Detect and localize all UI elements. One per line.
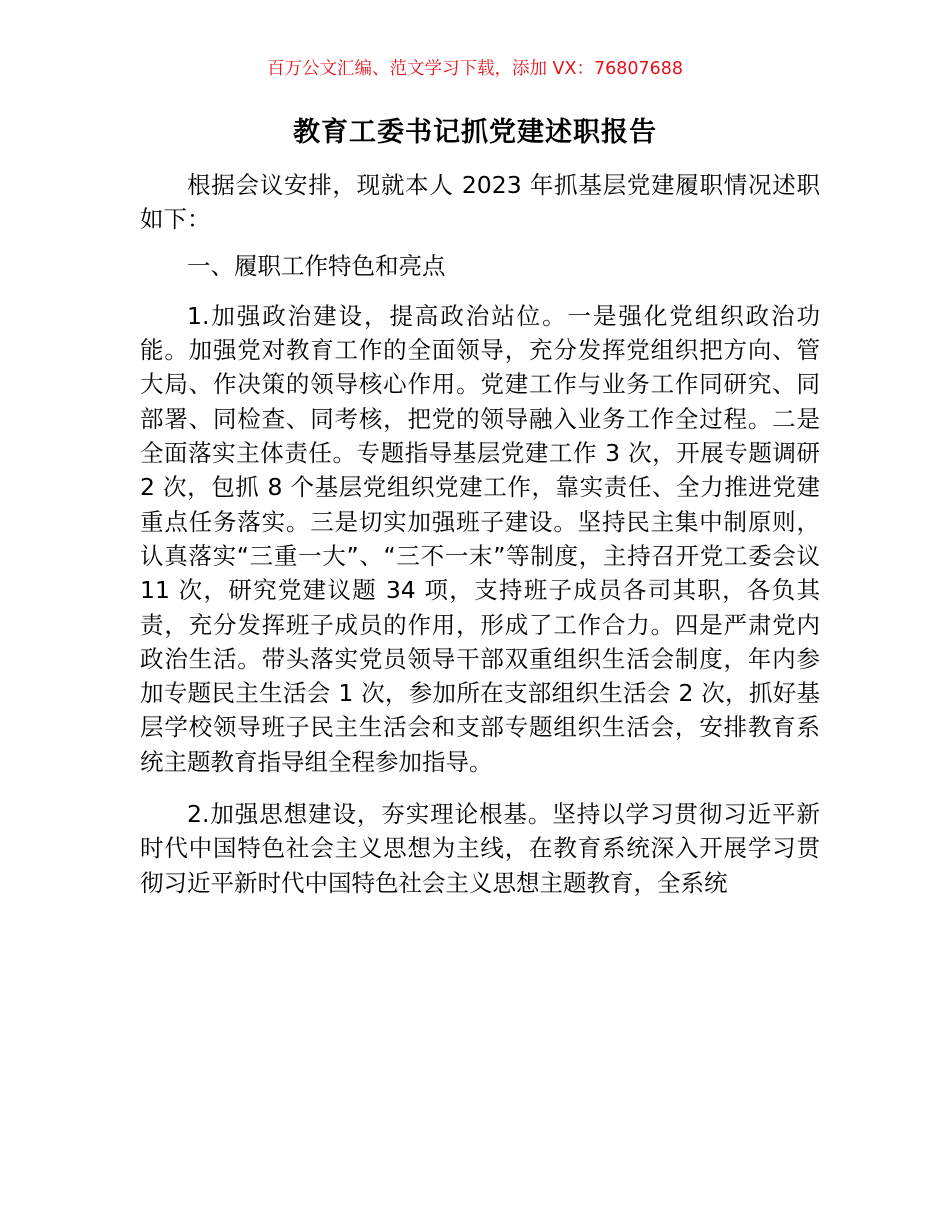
paragraph-intro: 根据会议安排，现就本人 2023 年抓基层党建履职情况述职如下： <box>140 171 820 234</box>
watermark-text: 百万公文汇编、范文学习下载，添加 VX：76807688 <box>266 59 684 79</box>
paragraph-ideological-building: 2.加强思想建设，夯实理论根基。坚持以学习贯彻习近平新时代中国特色社会主义思想为主线，在教育系统深入开展学习贯彻习近平新时代中国特色社会主义思想主题教育，全系统 <box>140 800 820 897</box>
document-title: 教育工委书记抓党建述职报告 <box>293 117 657 148</box>
section-heading: 一、履职工作特色和亮点 <box>187 251 446 280</box>
paragraph-political-building: 1.加强政治建设，提高政治站位。一是强化党组织政治功能。加强党对教育工作的全面领导，充分发挥党组织把方向、管大局、作决策的领导核心作用。党建工作与业务工作同研究、同部署、同检查、同考核，把党的领导融入业务工作全过程。二是全面落实主体责任。专题指导基层党建工作 3 次，开展专题调研 2 次，包抓 8 个基层党组织党建工作，靠实责任、全力推进党建重点任务落实。三是切实加强班子建设。坚持民主集中制原则，认真落实“三重一大”、“三不一末”等制度，主持召开党工委会议 11 次，研究党建议题 34 项，支持班子成员各司其职，各负其责，充分发挥班子成员的作用，形成了工作合力。四是严肃党内政治生活。带头落实党员领导干部双重组织生活会制度，年内参加专题民主生活会 1 次，参加所在支部组织生活会 2 次，抓好基层学校领导班子民主生活会和支部专题组织生活会，安排教育系统主题教育指导组全程参加指导。 <box>140 301 820 776</box>
document-body <box>140 168 820 900</box>
